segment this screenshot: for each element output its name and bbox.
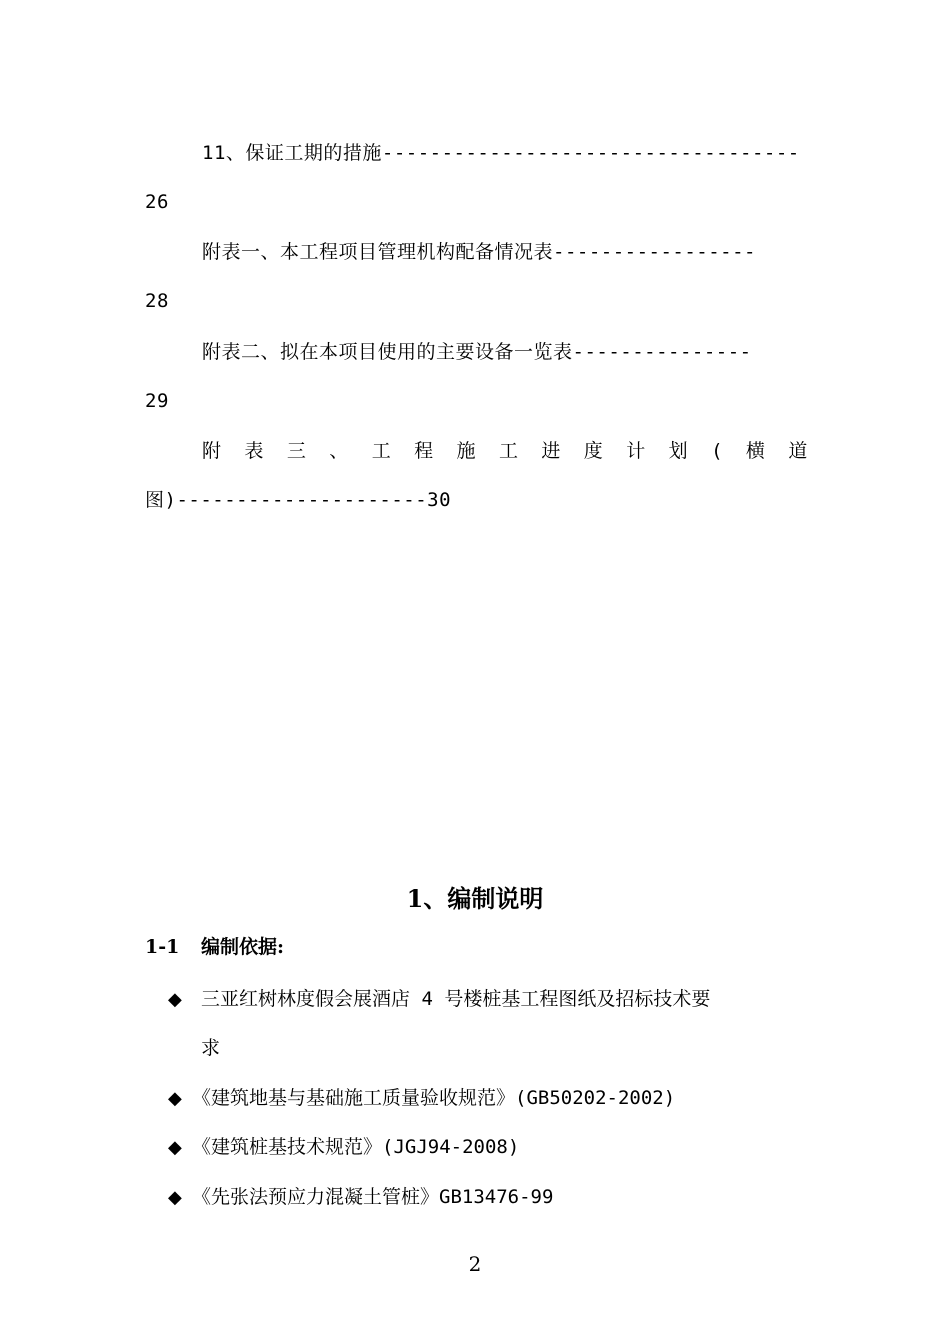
toc-appendix-3-char: 度 (583, 440, 604, 462)
toc-appendix-3-char: 计 (626, 440, 646, 462)
page-number: 2 (468, 1252, 482, 1276)
toc-appendix-3-char: 工 (498, 440, 519, 462)
list-item-text: 《先张法预应力混凝土管桩》GB13476-99 (192, 1186, 554, 1208)
section-title: 1、编制说明 (406, 884, 544, 913)
toc-appendix-3 (202, 438, 808, 464)
list-item-text: 三亚红树林度假会展酒店 4 号楼桩基工程图纸及招标技术要 (201, 988, 711, 1010)
toc-appendix-3-char: 划 (668, 440, 689, 462)
diamond-bullet-icon: ◆ (168, 1137, 182, 1158)
toc-appendix-2: 附表二、拟在本项目使用的主要设备一览表--------------- (202, 341, 752, 363)
toc-appendix-1: 附表一、本工程项目管理机构配备情况表----------------- (202, 241, 756, 263)
diamond-bullet-icon: ◆ (168, 989, 182, 1010)
toc-appendix-3-char: 工 (371, 440, 392, 462)
toc-appendix-3-char: 三 (286, 440, 307, 462)
diamond-bullet-icon: ◆ (168, 1187, 182, 1208)
list-item (168, 1184, 553, 1211)
toc-item-11: 11、保证工期的措施----------------------------------- (202, 142, 800, 164)
toc-appendix-3-char: 道 (788, 440, 808, 462)
subsection-heading (145, 934, 284, 960)
list-item (168, 1134, 519, 1161)
list-item-text: 《建筑桩基技术规范》(JGJ94-2008) (192, 1136, 520, 1158)
list-item-cont: 求 (201, 1037, 221, 1059)
toc-appendix-3-char: 、 (329, 440, 349, 462)
toc-appendix-3-cont: 图)---------------------30 (145, 489, 452, 511)
list-item (168, 1085, 675, 1112)
toc-item-11-page: 26 (145, 191, 169, 213)
toc-appendix-3-char: 横 (745, 440, 766, 462)
toc-appendix-3-char: ( (711, 440, 724, 462)
diamond-bullet-icon: ◆ (168, 1088, 182, 1109)
list-item-text: 《建筑地基与基础施工质量验收规范》(GB50202-2002) (192, 1087, 676, 1109)
subsection-number: 1-1 (145, 936, 180, 958)
toc-appendix-1-page: 28 (145, 290, 169, 312)
toc-appendix-3-char: 进 (541, 440, 561, 462)
toc-appendix-3-char: 施 (456, 440, 477, 462)
toc-appendix-3-char: 附 (202, 440, 222, 462)
toc-appendix-2-page: 29 (145, 390, 169, 412)
toc-appendix-3-char: 程 (414, 440, 434, 462)
subsection-title: 编制依据: (201, 936, 285, 958)
list-item (168, 986, 710, 1013)
toc-appendix-3-char: 表 (244, 440, 264, 462)
